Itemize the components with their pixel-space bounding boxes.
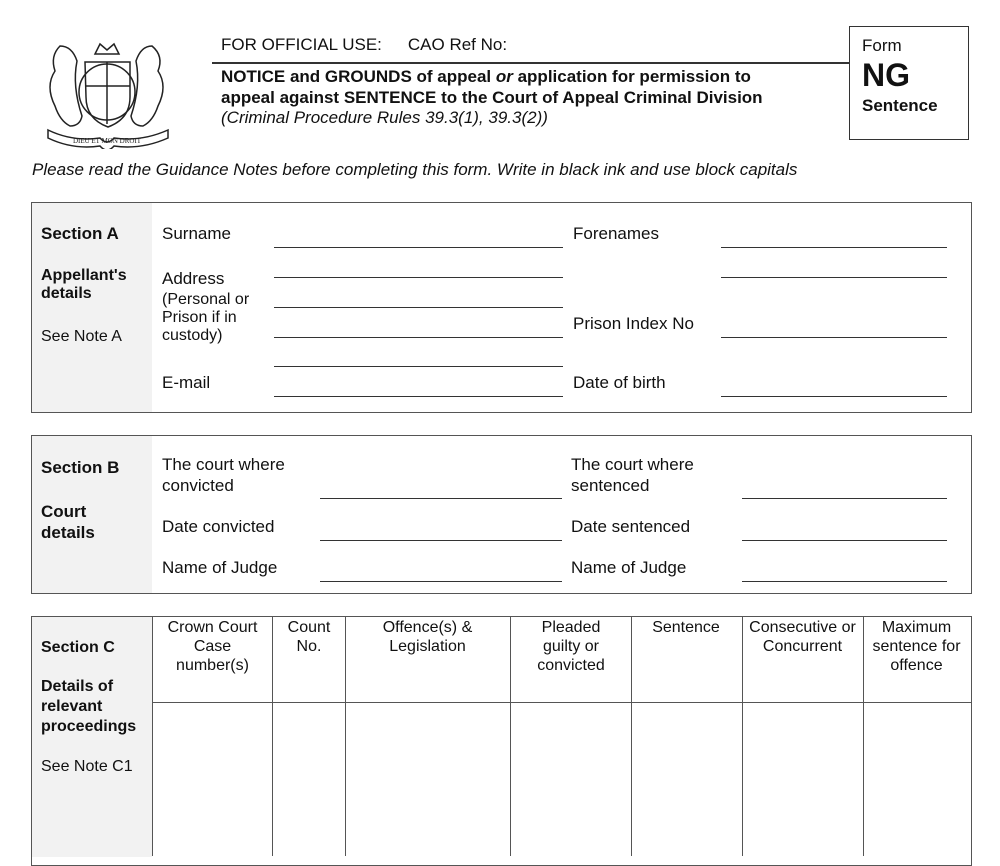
column-header-count: Count No.	[287, 619, 331, 655]
form-label: Form	[862, 36, 902, 55]
judge-convicted-label: Name of Judge	[162, 558, 278, 577]
column-header-case-number: Crown Court Case number(s)	[167, 619, 258, 674]
column-header-sentence: Sentence	[652, 619, 720, 636]
court-convicted-field[interactable]	[320, 498, 562, 499]
cao-ref-label: CAO Ref No:	[407, 35, 508, 54]
date-sentenced-label: Date sentenced	[571, 517, 691, 536]
address-label: Address	[162, 269, 225, 288]
form-code: NG	[862, 57, 910, 93]
section-b-subtitle: Court details	[41, 502, 95, 542]
judge-sentenced-label: Name of Judge	[571, 558, 687, 577]
address-field-2[interactable]	[274, 307, 563, 308]
court-convicted-label: The court where convicted	[162, 455, 285, 495]
court-sentenced-label: The court where sentenced	[571, 455, 694, 495]
judge-convicted-field[interactable]	[320, 581, 562, 582]
section-a-note: See Note A	[41, 328, 122, 345]
address-field-4[interactable]	[274, 366, 563, 367]
address-hint: (Personal or Prison if in custody)	[162, 291, 250, 344]
forenames-field[interactable]	[721, 247, 947, 248]
forenames-field-2[interactable]	[721, 277, 947, 278]
header-divider	[212, 62, 850, 64]
prison-index-field[interactable]	[721, 337, 947, 338]
prison-index-label: Prison Index No	[573, 314, 694, 333]
form-code-box	[849, 26, 969, 140]
forenames-label: Forenames	[573, 224, 659, 243]
title-part: NOTICE and GROUNDS	[221, 67, 412, 86]
section-b-title: Section B	[41, 458, 120, 477]
dob-field[interactable]	[721, 396, 947, 397]
date-convicted-field[interactable]	[320, 540, 562, 541]
surname-label: Surname	[162, 224, 231, 243]
crest-motto: DIEU ET MON DROIT	[72, 137, 142, 145]
section-a-subtitle: Appellant's details	[41, 267, 127, 302]
column-header-offence: Offence(s) & Legislation	[382, 619, 473, 655]
rules-reference: (Criminal Procedure Rules 39.3(1), 39.3(2))	[221, 108, 548, 127]
address-field-3[interactable]	[274, 337, 563, 338]
column-header-consecutive: Consecutive or Concurrent	[749, 619, 856, 655]
form-title	[221, 66, 763, 108]
date-sentenced-field[interactable]	[742, 540, 947, 541]
proceedings-entry-area[interactable]	[153, 703, 971, 848]
column-header-plea: Pleaded guilty or convicted	[537, 619, 605, 674]
royal-coat-of-arms-logo	[40, 34, 175, 149]
date-convicted-label: Date convicted	[162, 517, 275, 536]
title-part: to the Court of Appeal Criminal Division	[436, 88, 763, 107]
title-part: of appeal	[411, 67, 496, 86]
section-c-subtitle: Details of relevant proceedings	[41, 678, 137, 735]
title-part: or	[495, 67, 513, 86]
instructions: Please read the Guidance Notes before completing this form. Write in black ink and use block capitals	[32, 160, 798, 179]
address-field-1[interactable]	[274, 277, 563, 278]
official-use-label	[221, 35, 507, 55]
section-a-title: Section A	[41, 224, 119, 243]
judge-sentenced-field[interactable]	[742, 581, 947, 582]
surname-field[interactable]	[274, 247, 563, 248]
official-use-text: FOR OFFICIAL USE:	[221, 35, 382, 54]
title-part: SENTENCE	[343, 88, 437, 107]
column-header-maximum: Maximum sentence for offence	[872, 619, 961, 674]
email-field[interactable]	[274, 396, 563, 397]
section-c-title: Section C	[41, 639, 115, 656]
email-label: E-mail	[162, 373, 211, 392]
title-part: application for permission to	[512, 67, 751, 86]
section-c-note: See Note C1	[41, 758, 133, 775]
form-type: Sentence	[862, 96, 938, 115]
dob-label: Date of birth	[573, 373, 666, 392]
court-sentenced-field[interactable]	[742, 498, 947, 499]
title-part: appeal against	[221, 88, 344, 107]
